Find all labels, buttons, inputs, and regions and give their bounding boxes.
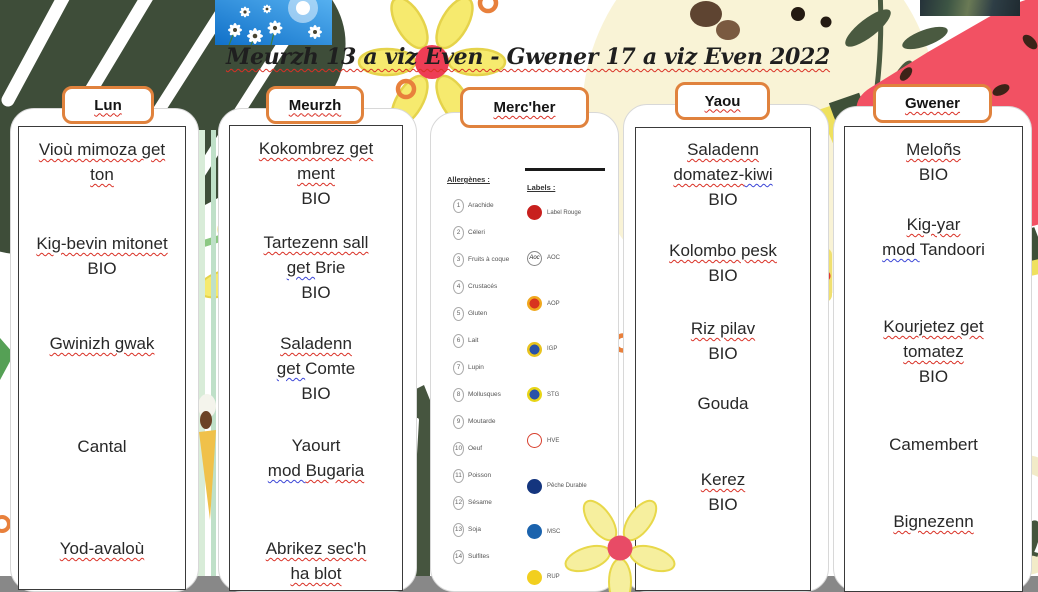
menu-item-line: BIO: [301, 384, 331, 403]
allergen-name: Céleri: [468, 229, 485, 236]
day-badge-mercher: [460, 87, 589, 128]
menu-item-line: BIO: [708, 266, 738, 285]
allergen-number: 13: [453, 523, 464, 537]
allergen-row: [453, 334, 478, 347]
menu-item-line: ton: [90, 165, 114, 184]
menu-item: [636, 391, 810, 416]
menu-item: [636, 316, 810, 366]
allergen-number: 10: [453, 442, 464, 456]
day-label: Meurzh: [288, 96, 342, 114]
menu-item-line: Camembert: [889, 435, 978, 454]
label-row: [527, 342, 557, 357]
label-name: AOC: [547, 255, 561, 262]
label-icon-p-che-durable: [527, 479, 542, 494]
allergen-row: [453, 307, 487, 320]
allergen-row: [453, 280, 497, 293]
allergen-name: Fruits à coque: [468, 256, 510, 263]
label-row: [527, 570, 560, 585]
menu-item-line: ment: [297, 164, 335, 183]
label-row: [527, 387, 559, 402]
allergen-row: [453, 226, 485, 239]
menu-item: [230, 136, 402, 211]
day-badge-lun: [62, 86, 154, 124]
allergen-name: Sésame: [468, 499, 492, 506]
menu-item: [845, 314, 1022, 389]
day-label: Yaou: [704, 92, 741, 110]
menu-item-line: BIO: [301, 189, 331, 208]
menu-item-line: mod Tandoori: [882, 240, 985, 259]
allergen-row: [453, 388, 501, 401]
menu-column-lun: [10, 108, 199, 592]
menu-box-gwener: [844, 126, 1023, 592]
allergen-name: Poisson: [468, 472, 492, 479]
allergen-number: 2: [453, 226, 464, 240]
allergen-name: Soja: [468, 526, 482, 533]
menu-item: [230, 536, 402, 586]
allergen-row: [453, 361, 484, 374]
labels-title: Labels :: [527, 183, 556, 192]
allergen-row: [453, 253, 509, 266]
menu-item-line: Yod-avaloù: [59, 539, 145, 558]
day-label: Merc'her: [493, 99, 556, 116]
label-icon-hve: [527, 433, 542, 448]
menu-item-line: Kourjetez get: [883, 317, 984, 336]
allergen-row: [453, 469, 491, 482]
menu-item-line: domatez-kiwi: [673, 165, 773, 184]
label-name: Label Rouge: [547, 209, 582, 216]
menu-item-line: Kerez: [700, 470, 746, 489]
menu-item: [636, 137, 810, 212]
menu-column-yaou: [623, 104, 829, 592]
label-name: HVE: [547, 437, 560, 444]
menu-item-line: Kolombo pesk: [669, 241, 777, 260]
label-row: [527, 479, 587, 494]
label-name: STG: [547, 391, 560, 398]
menu-item-line: BIO: [918, 165, 949, 184]
label-icon-stg: [527, 387, 542, 402]
menu-item-line: BIO: [918, 367, 949, 386]
menu-item-line: mod Bugaria: [267, 461, 365, 480]
label-icon-igp: [527, 342, 542, 357]
menu-item-line: Vioù mimoza get: [38, 140, 166, 159]
corner-photo: [920, 0, 1020, 16]
menu-item-line: Bignezenn: [893, 512, 974, 531]
menu-item: [230, 331, 402, 406]
menu-box-lun: [18, 126, 186, 590]
menu-column-gwener: [833, 106, 1032, 592]
menu-item: [636, 238, 810, 288]
allergen-name: Mollusques: [468, 391, 501, 398]
allergen-number: 4: [453, 280, 464, 294]
menu-item-line: Abrikez sec'h: [265, 539, 367, 558]
menu-item-line: Tartezenn sall: [263, 233, 369, 252]
menu-title-text: Meurzh 13 a viz Even - Gwener 17 a viz Even 2022: [225, 44, 831, 70]
menu-item: [845, 212, 1022, 262]
menu-item-line: get Brie: [286, 258, 346, 277]
allergen-number: 9: [453, 415, 464, 429]
allergen-name: Moutarde: [468, 418, 496, 425]
label-icon-msc: [527, 524, 542, 539]
menu-item: [636, 467, 810, 517]
allergen-row: [453, 442, 482, 455]
menu-item-line: tomatez: [903, 342, 964, 361]
daisy-sky-photo-art: [215, 0, 332, 45]
allergen-number: 14: [453, 550, 464, 564]
allergens-title: Allergènes :: [447, 175, 490, 184]
day-badge-yaou: [675, 82, 770, 120]
allergen-row: [453, 199, 494, 212]
menu-item-line: BIO: [87, 259, 117, 278]
allergen-name: Crustacés: [468, 283, 498, 290]
allergen-row: [453, 523, 481, 536]
label-row: [527, 524, 560, 539]
menu-item-line: Yaourt: [291, 436, 341, 455]
label-name: IGP: [547, 346, 558, 353]
label-name: Pêche Durable: [547, 483, 587, 490]
label-icon-aop: [527, 296, 542, 311]
menu-item-line: ha blot: [290, 564, 342, 583]
label-row: [527, 433, 559, 448]
allergen-name: Lupin: [468, 364, 484, 371]
menu-item: [19, 331, 185, 356]
menu-item: [845, 137, 1022, 187]
allergen-number: 5: [453, 307, 464, 321]
menu-title: [22, 44, 1034, 70]
allergen-name: Lait: [468, 337, 479, 344]
menu-item: [845, 432, 1022, 457]
legend-divider: [525, 168, 605, 171]
allergen-row: [453, 415, 495, 428]
allergen-name: Arachide: [468, 202, 494, 209]
menu-item: [19, 231, 185, 281]
menu-item: [19, 434, 185, 459]
daisy-sky-photo: [215, 0, 332, 45]
day-badge-gwener: [873, 84, 992, 123]
menu-item: [230, 433, 402, 483]
allergen-number: 3: [453, 253, 464, 267]
label-name: AOP: [547, 300, 560, 307]
label-icon-aoc: Aoc: [527, 251, 542, 266]
menu-item: [19, 536, 185, 561]
label-icon-label-rouge: [527, 205, 542, 220]
label-row: [527, 296, 560, 311]
menu-item: [845, 509, 1022, 534]
menu-item: [19, 137, 185, 187]
allergen-number: 1: [453, 199, 464, 213]
allergen-number: 8: [453, 388, 464, 402]
day-badge-meurzh: [266, 86, 364, 124]
day-label: Lun: [94, 96, 122, 114]
menu-item-line: Cantal: [77, 437, 127, 456]
allergen-name: Sulfites: [468, 553, 490, 560]
label-row: [527, 205, 581, 220]
menu-item-line: Gouda: [697, 394, 749, 413]
menu-item-line: Kig-bevin mitonet: [36, 234, 168, 253]
menu-item-line: Gwinizh gwak: [49, 334, 155, 353]
menu-item-line: get Comte: [276, 359, 356, 378]
menu-item-line: Saladenn: [687, 140, 759, 159]
label-name: RUP: [547, 574, 560, 581]
menu-item-line: Saladenn: [280, 334, 352, 353]
allergen-row: [453, 496, 492, 509]
menu-box-meurzh: [229, 125, 403, 591]
label-name: MSC: [547, 528, 561, 535]
menu-item-line: Meloñs: [906, 140, 961, 159]
menu-item-line: BIO: [708, 190, 738, 209]
label-row: [527, 251, 560, 266]
menu-item-line: BIO: [708, 344, 738, 363]
allergen-number: 12: [453, 496, 464, 510]
menu-item-line: Riz pilav: [690, 319, 756, 338]
day-label: Gwener: [904, 95, 961, 112]
allergen-name: Gluten: [468, 310, 488, 317]
label-icon-rup: [527, 570, 542, 585]
menu-box-yaou: [635, 127, 811, 591]
menu-item-line: Kokombrez get: [258, 139, 374, 158]
menu-item: [230, 230, 402, 305]
menu-column-meurzh: [218, 108, 417, 592]
allergen-number: 6: [453, 334, 464, 348]
menu-item-line: BIO: [708, 495, 738, 514]
menu-item-line: BIO: [301, 283, 331, 302]
menu-item-line: Kig-yar: [906, 215, 961, 234]
allergen-number: 7: [453, 361, 464, 375]
allergen-number: 11: [453, 469, 464, 483]
allergen-name: Oeuf: [468, 445, 483, 452]
legend-column-mercher: [430, 112, 619, 592]
allergen-row: [453, 550, 489, 563]
